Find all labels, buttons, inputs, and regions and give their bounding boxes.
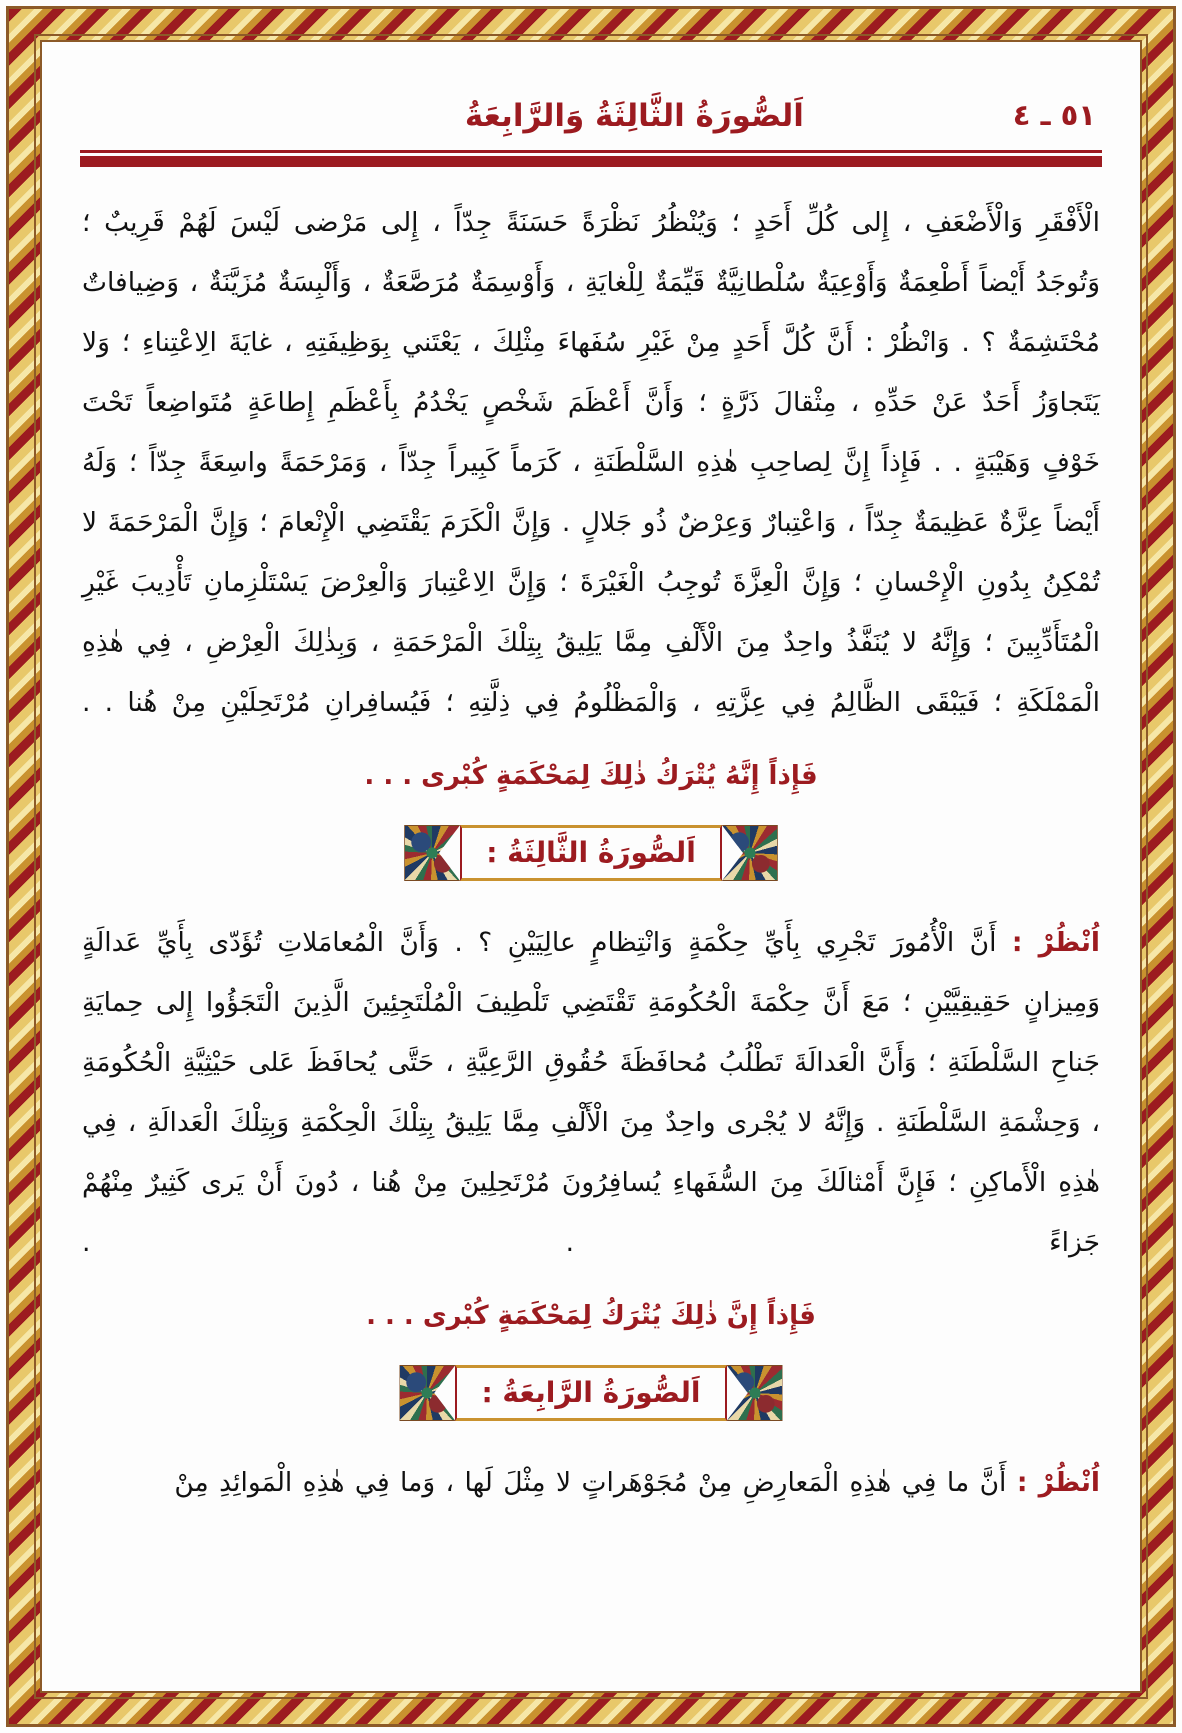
banner-third-image xyxy=(404,825,778,881)
banner-fourth-image xyxy=(399,1365,782,1421)
red-conclusion-one: فَإِذاً إِنَّهُ يُتْرَكُ ذٰلِكَ لِمَحْكَمَةٍ كُبْرى . . . xyxy=(364,761,818,791)
paragraph-two xyxy=(72,887,1110,1273)
banner-fourth-image-wrap xyxy=(72,1365,1110,1421)
arabesque-ornament-icon xyxy=(404,825,460,881)
paragraph-three-text: أَنَّ ما فِي هٰذِهِ الْمَعارِضِ مِنْ مُجَوْهَراتٍ لا مِثْلَ لَها ، وَما فِي هٰذِهِ الْمَوائِدِ مِنْ xyxy=(174,1467,1007,1498)
paragraph-three xyxy=(72,1427,1110,1513)
paragraph-two-lead: اُنْظُرْ : xyxy=(1011,927,1100,958)
arabesque-ornament-icon xyxy=(399,1365,455,1421)
arabesque-ornament-icon xyxy=(722,825,778,881)
banner-third-image-label: اَلصُّورَةُ الثَّالِثَةُ : xyxy=(486,836,696,869)
paragraph-three-lead: اُنْظُرْ : xyxy=(1016,1467,1100,1498)
banner-fourth-image-label: اَلصُّورَةُ الرَّابِعَةُ : xyxy=(481,1376,701,1409)
banner-body xyxy=(455,1365,726,1421)
arabesque-ornament-icon xyxy=(727,1365,783,1421)
page-title: اَلصُّورَةُ الثَّالِثَةُ وَالرَّابِعَةُ xyxy=(464,98,804,134)
page-header xyxy=(72,74,1110,136)
divider-thick-line xyxy=(80,156,1102,167)
paragraph-one: الْأَفْقَرِ وَالْأَضْعَفِ ، إِلى كُلِّ أَحَدٍ ؛ وَيُنْظُرُ نَظْرَةً حَسَنَةً جِدّاً ، إِلى مَرْضى لَيْسَ لَهُمْ قَرِيبٌ ؛ وَتُوجَدُ أَيْضاً أَطْعِمَةٌ وَأَوْعِيَةٌ سُلْطانِيَّةٌ قَيِّمَةٌ لِلْغايَةِ ، وَأَوْسِمَةٌ مُرَصَّعَةٌ ، وَأَلْبِسَةٌ مُزَيَّنَةٌ ، وَضِيافاتٌ مُحْتَشِمَةٌ ؟ . وَانْظُرْ : أَنَّ كُلَّ أَحَدٍ مِنْ غَيْرِ سُفَهاءَ مِثْلِكَ ، يَعْتَني بِوَظِيفَتِهِ ، غايَةَ الِاعْتِناءِ ؛ وَلا يَتَجاوَزُ أَحَدٌ عَنْ حَدِّهِ ، مِثْقالَ ذَرَّةٍ ؛ وَأَنَّ أَعْظَمَ شَخْصٍ يَخْدُمُ بِأَعْظَمِ إِطاعَةٍ مُتَواضِعاً تَحْتَ خَوْفٍ وَهَيْبَةٍ . . فَإِذاً إِنَّ لِصاحِبِ هٰذِهِ السَّلْطَنَةِ ، كَرَماً كَبِيراً جِدّاً ، وَمَرْحَمَةً واسِعَةً جِدّاً ؛ وَلَهُ أَيْضاً عِزَّةٌ عَظِيمَةٌ جِدّاً ، وَاعْتِبارٌ وَعِرْضٌ ذُو جَلالٍ . وَإِنَّ الْكَرَمَ يَقْتَضِي الْإِنْعامَ ؛ وَإِنَّ الْمَرْحَمَةَ لا تُمْكِنُ بِدُونِ الْإِحْسانِ ؛ وَإِنَّ الْعِزَّةَ تُوجِبُ الْغَيْرَةَ ؛ وَإِنَّ الِاعْتِبارَ وَالْعِرْضَ يَسْتَلْزِمانِ تَأْدِيبَ غَيْرِ الْمُتَأَدِّبِينَ ؛ وَإِنَّهُ لا يُنَفَّذُ واحِدٌ مِنَ الْأَلْفِ مِمَّا يَلِيقُ بِتِلْكَ الْمَرْحَمَةِ ، وَبِذٰلِكَ الْعِرْضِ ، فِي هٰذِهِ الْمَمْلَكَةِ ؛ فَيَبْقَى الظَّالِمُ فِي عِزَّتِهِ ، وَالْمَظْلُومُ فِي ذِلَّتِهِ ؛ فَيُسافِرانِ مُرْتَحِلَيْنِ مِنْ هُنا . . xyxy=(82,207,1100,718)
red-conclusion-two: فَإِذاً إِنَّ ذٰلِكَ يُتْرَكُ لِمَحْكَمَةٍ كُبْرى . . . xyxy=(366,1301,816,1331)
paragraph-two-text: أَنَّ الْأُمُورَ تَجْرِي بِأَيِّ حِكْمَةٍ وَانْتِظامٍ عالِيَيْنِ ؟ . وَأَنَّ الْمُعامَلاتِ تُؤَدّى بِأَيِّ عَدالَةٍ وَمِيزانٍ حَقِيقِيَّيْنِ ؛ مَعَ أَنَّ حِكْمَةَ الْحُكُومَةِ تَقْتَضِي تَلْطِيفَ الْمُلْتَجِئِينَ الَّذِينَ الْتَجَؤُوا إِلى حِمايَةِ جَناحِ السَّلْطَنَةِ ؛ وَأَنَّ الْعَدالَةَ تَطْلُبُ مُحافَظَةَ حُقُوقِ الرَّعِيَّةِ ، حَتَّى يُحافَظَ عَلى حَيْثِيَّةِ الْحُكُومَةِ ، وَحِشْمَةِ السَّلْطَنَةِ . وَإِنَّهُ لا يُجْرى واحِدٌ مِنَ الْأَلْفِ مِمَّا يَلِيقُ بِتِلْكَ الْحِكْمَةِ وَبِتِلْكَ الْعَدالَةِ ، فِي هٰذِهِ الْأَماكِنِ ؛ فَإِنَّ أَمْثالَكَ مِنَ السُّفَهاءِ يُسافِرُونَ مُرْتَحِلِينَ مِنْ هُنا ، دُونَ أَنْ يَرى كَثِيرٌ مِنْهُمْ جَزاءً . . xyxy=(82,927,1100,1258)
page-content xyxy=(56,56,1126,1677)
page-number: ٥١ ـ ٤ xyxy=(1012,98,1096,132)
header-divider xyxy=(80,150,1102,167)
banner-third-image-wrap xyxy=(72,825,1110,881)
banner-body xyxy=(460,825,722,881)
